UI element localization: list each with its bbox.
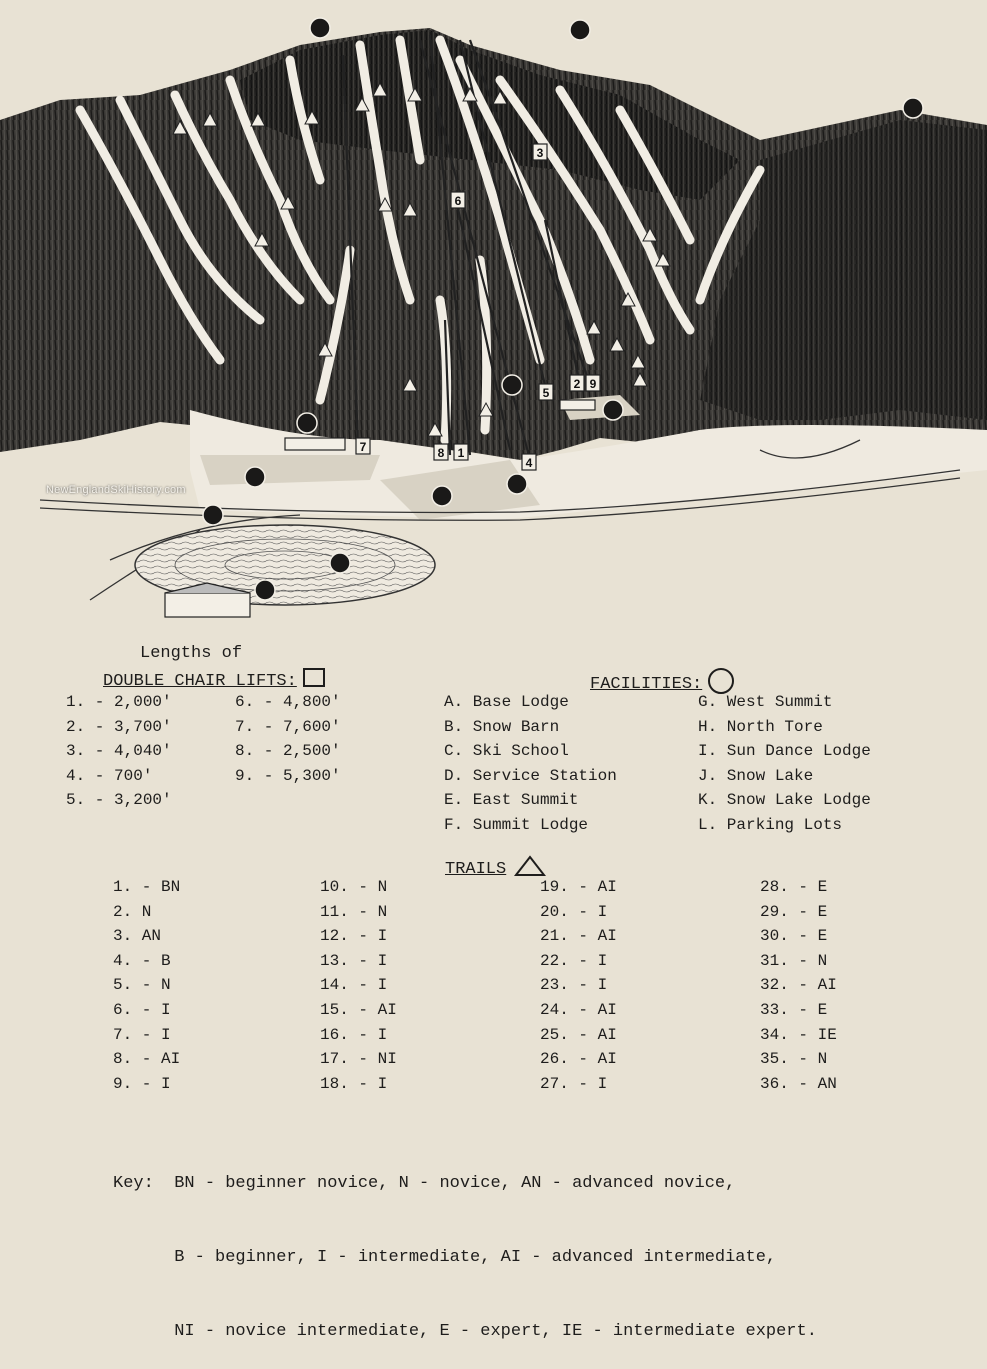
- trail-marker-triangle: [318, 343, 332, 356]
- trail-item: 10. - N: [320, 878, 388, 896]
- lift-marker-label: 1: [457, 446, 465, 460]
- facilities-col-1: [444, 693, 617, 841]
- trails-col-2: [320, 878, 397, 1099]
- trail-marker-triangle: [251, 113, 265, 126]
- trail-marker-triangle: [493, 91, 507, 104]
- facility-item: L. Parking Lots: [698, 815, 843, 834]
- trail-item: 23. - I: [540, 976, 608, 995]
- trail-item: 30. - E: [760, 927, 828, 946]
- trail-marker-triangle: [587, 321, 601, 334]
- facility-item: H. North Tore: [698, 717, 823, 736]
- trail-item: 21. - AI: [540, 927, 617, 946]
- facility-marker: [570, 20, 590, 40]
- trail-item: 8. - AI: [113, 1050, 181, 1069]
- lift-item: 6. - 4,800': [235, 693, 341, 711]
- facilities-heading-label: FACILITIES:: [590, 675, 703, 694]
- trail-item: 34. - IE: [760, 1025, 837, 1044]
- lift-item: 8. - 2,500': [235, 742, 341, 761]
- trail-item: 14. - I: [320, 976, 388, 995]
- lift-line: [343, 55, 358, 445]
- trail-marker-triangle: [610, 338, 624, 351]
- lifts-heading: [103, 668, 325, 691]
- trail-item: 27. - I: [540, 1074, 608, 1093]
- trail-item: 26. - AI: [540, 1050, 617, 1069]
- facility-marker: [432, 486, 452, 506]
- key-line-2: B - beginner, I - intermediate, AI - advanced intermediate,: [113, 1247, 777, 1267]
- lifts-heading-line1: Lengths of: [140, 644, 243, 663]
- trail-item: 29. - E: [760, 902, 828, 921]
- facility-marker: [603, 400, 623, 420]
- lift-item: 4. - 700': [66, 766, 153, 785]
- lift-marker-label: 2: [573, 377, 581, 391]
- trail-item: 2. N: [113, 902, 152, 921]
- facility-item: B. Snow Barn: [444, 717, 560, 736]
- facility-item: K. Snow Lake Lodge: [698, 791, 871, 810]
- facility-item: G. West Summit: [698, 693, 833, 711]
- facility-marker: [297, 413, 317, 433]
- facility-marker: [330, 553, 350, 573]
- trail-marker-triangle: [305, 111, 319, 124]
- trail-item: 11. - N: [320, 902, 388, 921]
- trail-triangle-icon: [514, 855, 546, 877]
- lift-marker-label: 6: [454, 194, 462, 208]
- lift-square-icon: [303, 668, 325, 687]
- trail-item: 3. AN: [113, 927, 162, 946]
- trail-marker-triangle: [378, 198, 392, 211]
- trail-item: 18. - I: [320, 1074, 388, 1093]
- trail-item: 5. - N: [113, 976, 171, 995]
- lifts-heading-line2: DOUBLE CHAIR LIFTS:: [103, 672, 297, 691]
- trail-item: 25. - AI: [540, 1025, 617, 1044]
- trail-marker-triangle: [463, 88, 477, 101]
- trail-difficulty-key: [113, 1123, 817, 1369]
- trail-item: 19. - AI: [540, 878, 617, 896]
- trail-marker-triangle: [403, 378, 417, 391]
- trail-marker-triangle: [373, 83, 387, 96]
- lift-line: [460, 40, 545, 385]
- lift-line: [470, 40, 590, 385]
- facility-item: A. Base Lodge: [444, 693, 569, 711]
- lift-marker-label: 8: [437, 446, 445, 460]
- trail-marker-triangle: [173, 121, 187, 134]
- facility-item: I. Sun Dance Lodge: [698, 742, 871, 761]
- facility-item: F. Summit Lodge: [444, 815, 589, 834]
- trail-marker-triangle: [408, 88, 422, 101]
- trail-item: 35. - N: [760, 1050, 828, 1069]
- trail-marker-triangle: [631, 355, 645, 368]
- lift-item: 2. - 3,700': [66, 717, 172, 736]
- facility-item: C. Ski School: [444, 742, 569, 761]
- trail-marker-triangle: [621, 293, 635, 306]
- trail-item: 20. - I: [540, 902, 608, 921]
- lift-line: [445, 320, 450, 455]
- trail-item: 1. - BN: [113, 878, 181, 896]
- trail-item: 12. - I: [320, 927, 388, 946]
- lifts-col-1: [66, 693, 172, 816]
- trail-marker-triangle: [633, 373, 647, 386]
- facility-marker: [310, 18, 330, 38]
- trails-col-1: [113, 878, 180, 1099]
- trail-item: 31. - N: [760, 951, 828, 970]
- lift-marker-label: 4: [525, 456, 533, 470]
- lift-item: 9. - 5,300': [235, 766, 341, 785]
- facility-marker: [245, 467, 265, 487]
- lifts-col-2: [235, 693, 341, 791]
- lift-marker-label: 5: [542, 386, 550, 400]
- trail-item: 24. - AI: [540, 1000, 617, 1019]
- trail-item: 22. - I: [540, 951, 608, 970]
- watermark: NewEnglandSkiHistory.com: [46, 484, 186, 496]
- facilities-col-2: [698, 693, 871, 841]
- lift-lines: [0, 0, 987, 640]
- facility-item: E. East Summit: [444, 791, 579, 810]
- trail-item: 15. - AI: [320, 1000, 397, 1019]
- trail-item: 36. - AN: [760, 1074, 837, 1093]
- trails-heading: [445, 855, 546, 879]
- trail-item: 6. - I: [113, 1000, 171, 1019]
- trails-col-4: [760, 878, 837, 1099]
- lift-item: 5. - 3,200': [66, 791, 172, 810]
- lift-line: [545, 220, 580, 385]
- lift-item: 1. - 2,000': [66, 693, 172, 711]
- trail-item: 4. - B: [113, 951, 171, 970]
- lift-item: 7. - 7,600': [235, 717, 341, 736]
- key-line-3: NI - novice intermediate, E - expert, IE - intermediate expert.: [113, 1321, 817, 1341]
- trail-marker-triangle: [203, 113, 217, 126]
- lift-marker-label: 3: [536, 146, 544, 160]
- facility-item: D. Service Station: [444, 766, 617, 785]
- trail-marker-triangle: [643, 228, 657, 241]
- facility-marker: [203, 505, 223, 525]
- trail-marker-triangle: [355, 98, 369, 111]
- facility-item: J. Snow Lake: [698, 766, 814, 785]
- trails-heading-label: TRAILS: [445, 860, 507, 879]
- trail-marker-triangle: [403, 203, 417, 216]
- trail-marker-triangle: [428, 423, 442, 436]
- facility-marker: [255, 580, 275, 600]
- trail-marker-triangle: [656, 253, 670, 266]
- facility-circle-icon: [708, 668, 734, 694]
- trail-map: [0, 0, 987, 640]
- facility-marker: [903, 98, 923, 118]
- trail-marker-triangle: [281, 196, 295, 209]
- trail-item: 9. - I: [113, 1074, 171, 1093]
- trail-item: 17. - NI: [320, 1050, 397, 1069]
- trail-marker-triangle: [255, 233, 269, 246]
- trail-item: 13. - I: [320, 951, 388, 970]
- key-line-1: Key: BN - beginner novice, N - novice, AN - advanced novice,: [113, 1174, 736, 1194]
- facilities-heading: [590, 668, 734, 694]
- trail-marker-triangle: [479, 403, 493, 416]
- trail-item: 32. - AI: [760, 976, 837, 995]
- lift-marker-label: 7: [359, 440, 367, 454]
- facility-marker: [507, 474, 527, 494]
- lift-item: 3. - 4,040': [66, 742, 172, 761]
- lift-marker-label: 9: [589, 377, 597, 391]
- trail-item: 16. - I: [320, 1025, 388, 1044]
- trail-item: 33. - E: [760, 1000, 828, 1019]
- facility-marker: [502, 375, 522, 395]
- trail-item: 7. - I: [113, 1025, 171, 1044]
- trail-item: 28. - E: [760, 878, 828, 896]
- trails-col-3: [540, 878, 617, 1099]
